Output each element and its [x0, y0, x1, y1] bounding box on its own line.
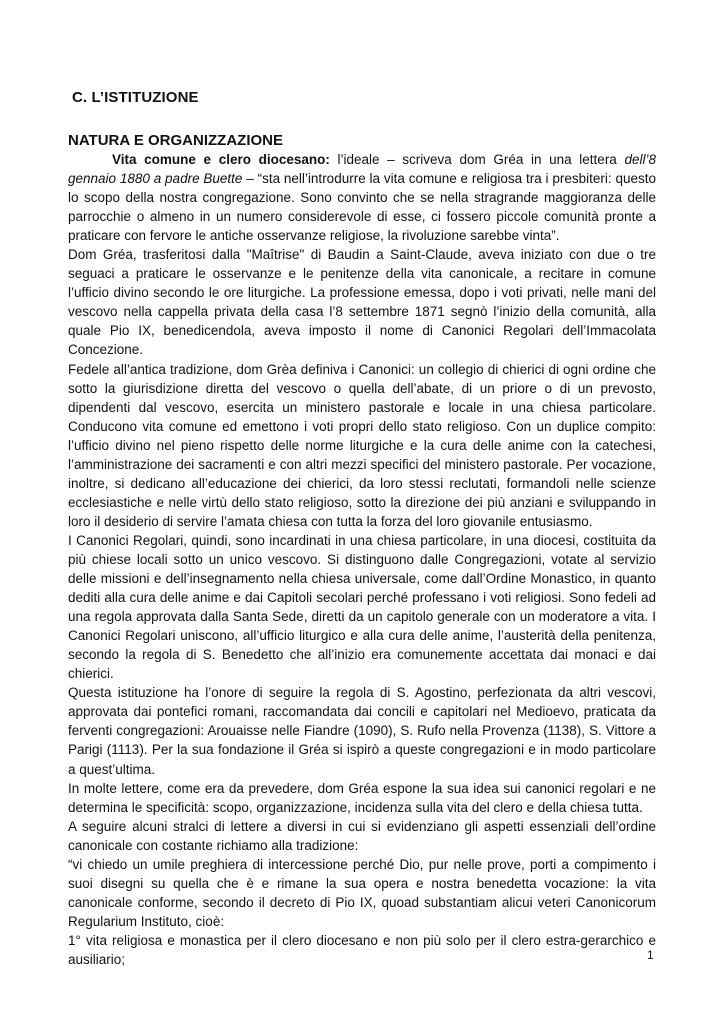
- paragraph-text: – “sta nell’introdurre la vita comune e religiosa tra i presbiteri: questo lo scopo della nostra congregazione. Sono convinto che se nella stragrande maggioranza delle parrocchie o almeno in un numero considerevole di esse, ci fossero piccole comunità pronte a praticare con fervore le antiche osservanze religiose, la rivoluzione sarebbe vinta”.: [68, 171, 656, 244]
- paragraph-8: “vi chiedo un umile preghiera di intercessione perché Dio, pur nelle prove, porti a compimento i suoi disegni su quella che è e rimane la sua opera e nostra benedetta vocazione: la vita canonicale conforme, secondo il decreto di Pio IX, quoad substantiam alicui veteri Canonicorum Regularium Instituto, cioè:: [68, 856, 656, 929]
- heading: NATURA E ORGANIZZAZIONE: [68, 132, 283, 149]
- paragraph-9: 1° vita religiosa e monastica per il clero diocesano e non più solo per il clero estra-gerarchico e ausiliario;: [68, 932, 656, 967]
- body-text: [68, 150, 656, 969]
- paragraph-1: [68, 150, 656, 245]
- letter-reference: dell’8 gennaio 1880 a padre Buette: [68, 152, 656, 187]
- paragraph-3: Fedele all’antica tradizione, dom Grèa definiva i Canonici: un collegio di chierici di ogni ordine che sotto la giurisdizione diretta del vescovo o quella dell’abate, di un priore o di un prevosto, dipendenti dal vescovo, esercita un ministero pastorale e locale in una chiesa particolare. Conducono vita comune ed emettono i voti propri dello stato religioso. Con un duplice compito: l’ufficio divino nel pieno rispetto delle norme liturgiche e la cura delle anime con la catechesi, l’amministrazione dei sacramenti e con altri mezzi specifici del ministero pastorale. Per vocazione, inoltre, si dedicano all’educazione dei chierici, da loro stessi reclutati, formandoli nelle scienze ecclesiastiche e nelle virtù dello stato religioso, sotto la direzione dei più anziani e sviluppando in loro il desiderio di servire l’amata chiesa con tutta la forza del loro giovanile entusiasmo.: [68, 361, 656, 529]
- page-number: 1: [647, 948, 654, 962]
- paragraph-7: A seguire alcuni stralci di lettere a diversi in cui si evidenziano gli aspetti essenziali dell’ordine canonicale con costante richiamo alla tradizione:: [68, 818, 656, 853]
- paragraph-lead: Vita comune e clero diocesano:: [112, 152, 330, 167]
- paragraph-4: I Canonici Regolari, quindi, sono incardinati in una chiesa particolare, in una diocesi, costituita da più chiese locali sotto un unico vescovo. Si distinguono dalle Congregazioni, votate al servizio delle missioni e dell’insegnamento nella chiesa universale, come dall’Ordine Monastico, in quanto dediti alla cura delle anime e dai Capitoli secolari perché professano i voti religiosi. Sono fedeli ad una regola approvata dalla Santa Sede, diretti da un capitolo generale con un moderatore a vita. I Canonici Regolari uniscono, all’ufficio liturgico e alla cura delle anime, l’austerità della penitenza, secondo la regola di S. Benedetto che all’inizio era comunemente accettata dai monaci e dai chierici.: [68, 532, 656, 682]
- paragraph-2: Dom Gréa, trasferitosi dalla "Maîtrise" di Baudin a Saint-Claude, aveva iniziato con due o tre seguaci a praticare le osservanze e le penitenze della vita canonicale, a recitare in comune l’ufficio divino secondo le ore liturgiche. La professione emessa, dopo i voti privati, nelle mani del vescovo nella cappella privata della casa l’8 settembre 1871 segnò l’inizio della comunità, alla quale Pio IX, benedicendola, aveva imposto il nome di Canonici Regolari dell’Immacolata Concezione.: [68, 247, 656, 358]
- paragraph-5: Questa istituzione ha l’onore di seguire la regola di S. Agostino, perfezionata da altri vescovi, approvata dai pontefici romani, raccomandata dai concili e capitolari nel Medioevo, praticata da ferventi congregazioni: Arouaisse nelle Fiandre (1090), S. Rufo nella Provenza (1138), S. Vittore a Parigi (1113). Per la sua fondazione il Gréa si ispirò a queste congregazioni e in modo particolare a quest’ultima.: [68, 685, 656, 777]
- paragraph-6: In molte lettere, come era da prevedere, dom Gréa espone la sua idea sui canonici regolari e ne determina le specificità: scopo, organizzazione, incidenza sulla vita del clero e della chiesa tutta.: [68, 780, 656, 815]
- section-title: C. L’ISTITUZIONE: [72, 89, 199, 106]
- paragraph-text: l’ideale – scriveva dom Gréa in una lettera: [329, 152, 625, 167]
